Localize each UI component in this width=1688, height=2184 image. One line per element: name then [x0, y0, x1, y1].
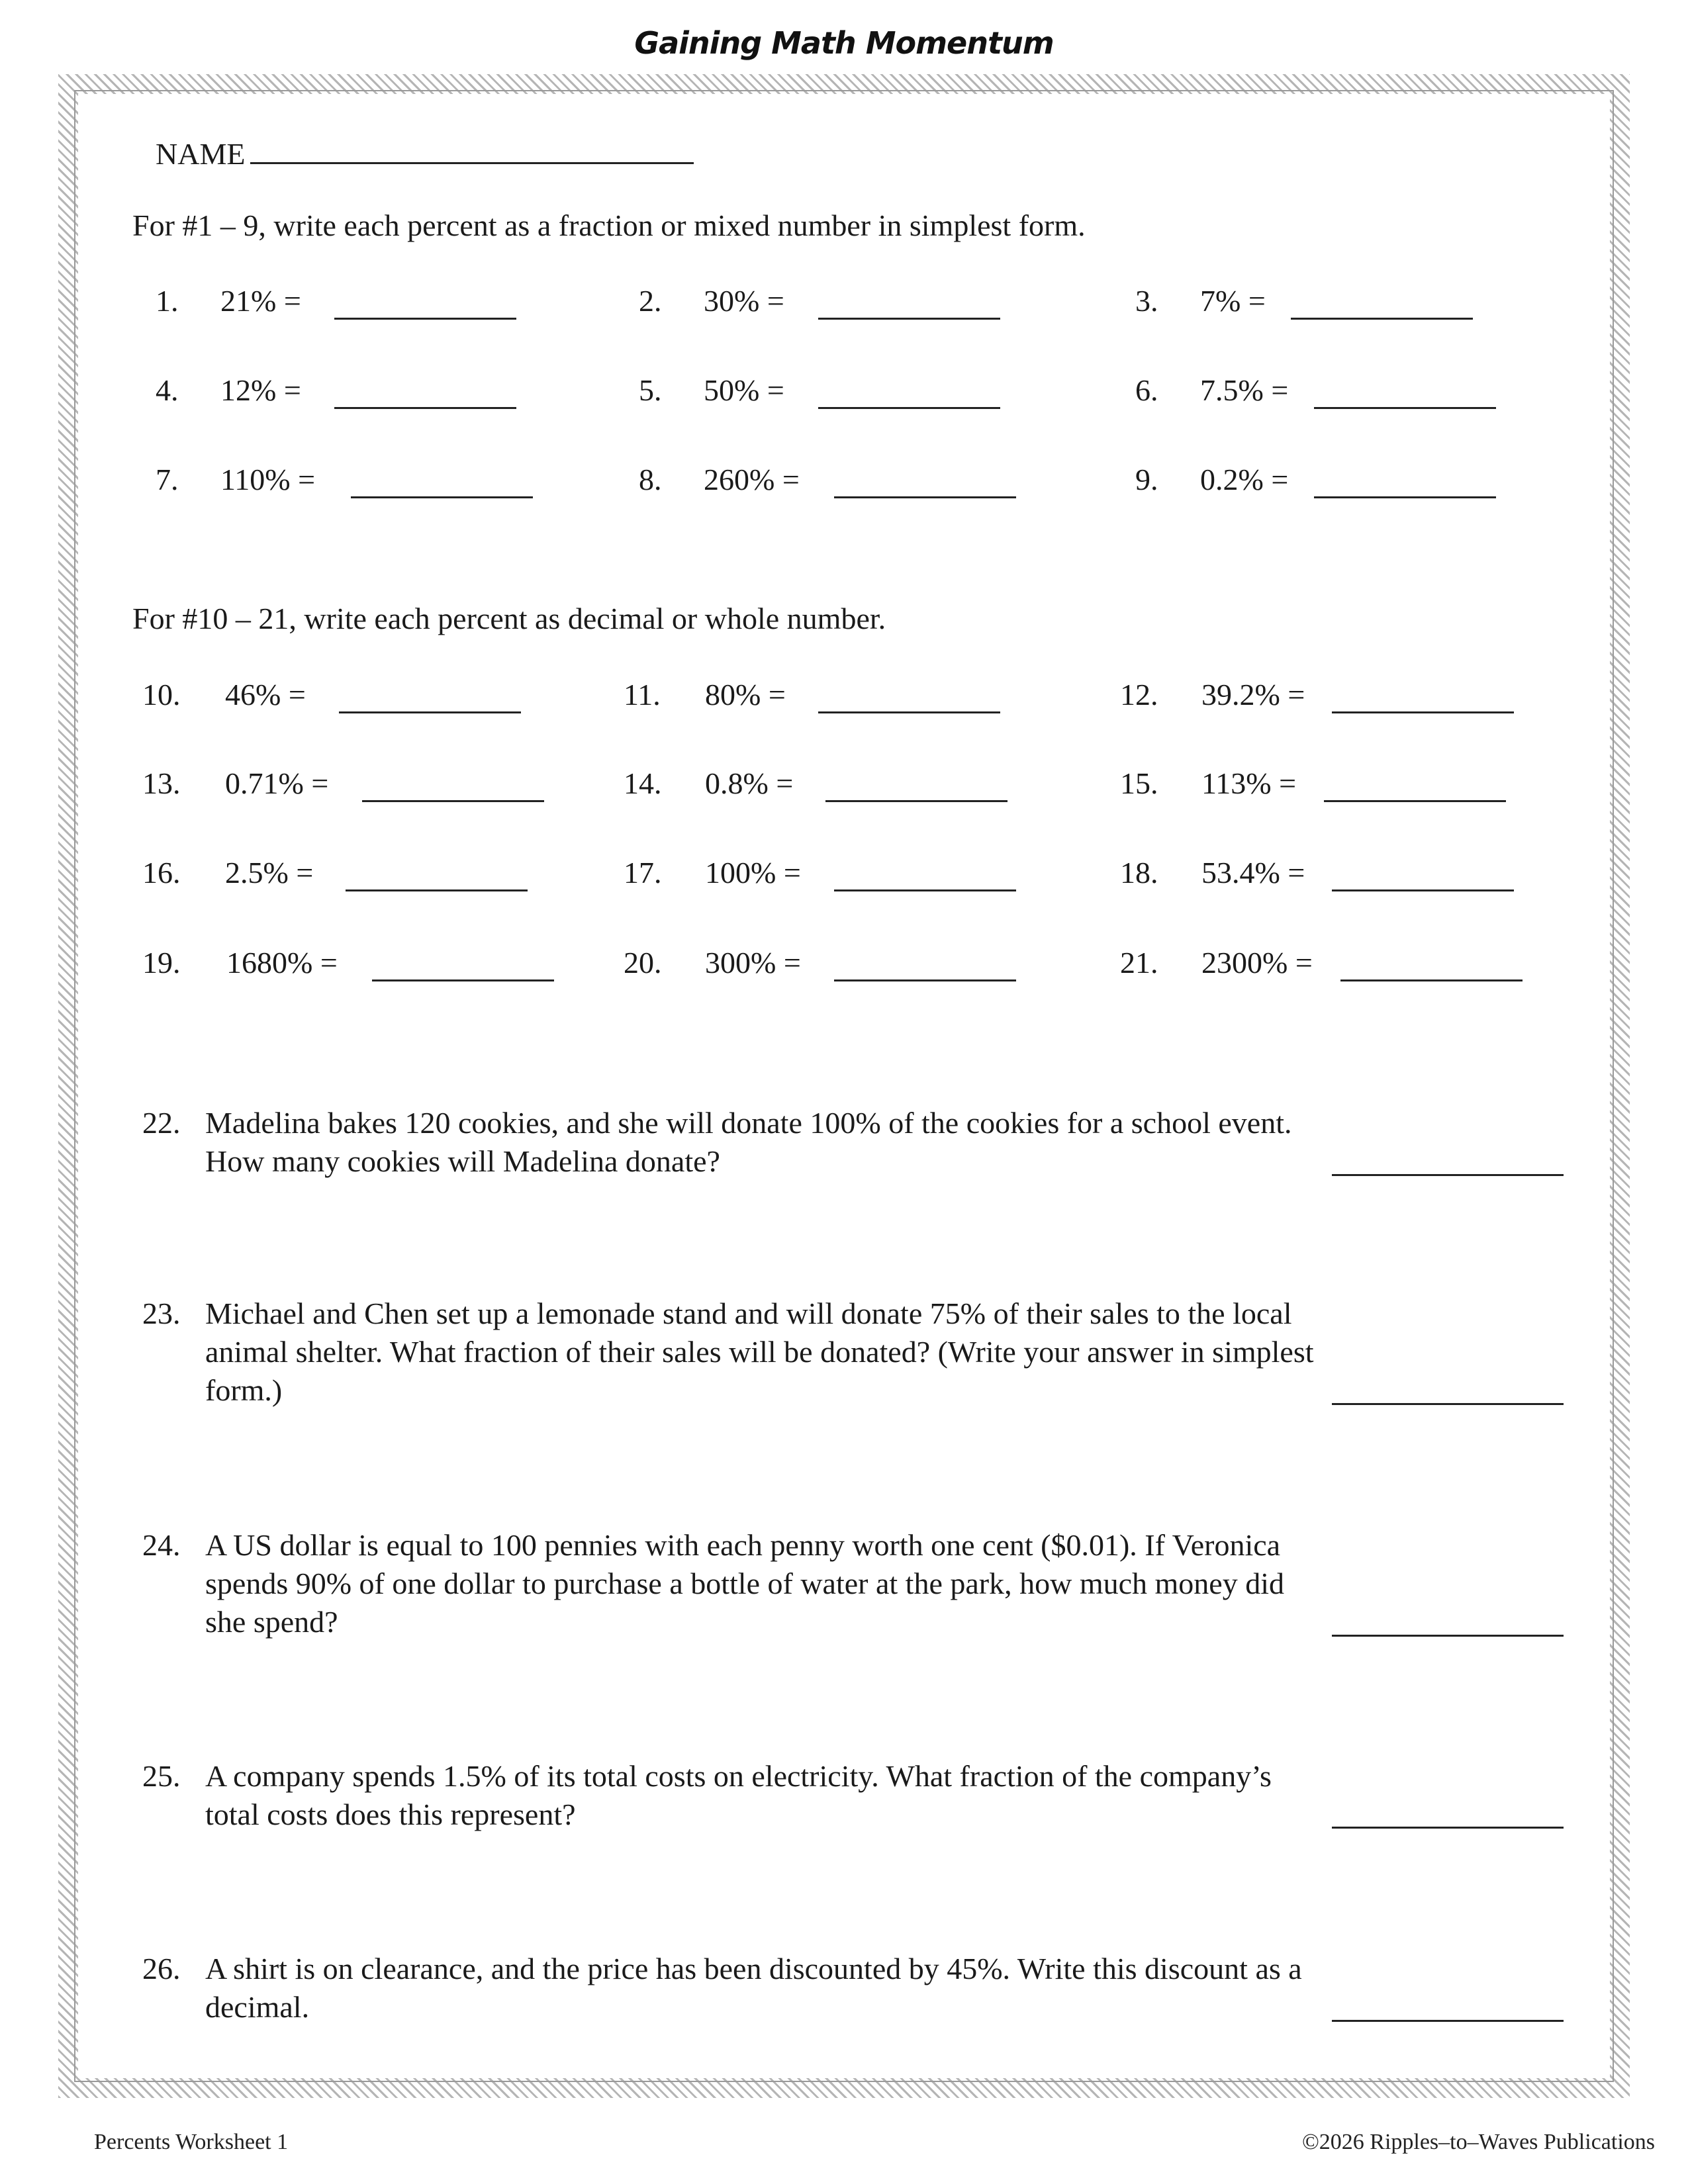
- problem-text: A US dollar is equal to 100 pennies with each penny worth one cent ($0.01). If Veronica spends 90% of one dollar to purchase a bottle of water at the park, how much money did she spend?: [205, 1528, 1284, 1639]
- problem-expression: 39.2% =: [1201, 678, 1305, 711]
- problem-expression: 100% =: [705, 856, 801, 889]
- answer-line-22[interactable]: [1332, 1174, 1564, 1176]
- problem-number: 3.: [1135, 284, 1158, 318]
- problem-text: A company spends 1.5% of its total costs on electricity. What fraction of the company’s total costs does this represent?: [205, 1759, 1272, 1831]
- answer-blank-15[interactable]: [1324, 800, 1506, 802]
- answer-blank-21[interactable]: [1340, 979, 1523, 981]
- name-blank[interactable]: [250, 137, 694, 164]
- answer-blank-20[interactable]: [834, 979, 1016, 981]
- problem-expression: 21% =: [220, 284, 301, 318]
- problem-number: 21.: [1120, 946, 1158, 979]
- problem-number: 26.: [142, 1952, 181, 1985]
- answer-blank-7[interactable]: [351, 496, 533, 498]
- answer-blank-17[interactable]: [834, 889, 1016, 891]
- problem-number: 22.: [142, 1106, 181, 1140]
- section1-instruction: For #1 – 9, write each percent as a fraction or mixed number in simplest form.: [132, 208, 1086, 242]
- problem-number: 6.: [1135, 373, 1158, 407]
- name-label: NAME: [156, 137, 246, 171]
- answer-blank-6[interactable]: [1314, 407, 1496, 409]
- problem-number: 8.: [639, 463, 662, 496]
- problem-number: 14.: [624, 766, 662, 800]
- problem-number: 12.: [1120, 678, 1158, 711]
- problem-text: Michael and Chen set up a lemonade stand and will donate 75% of their sales to the local animal shelter. What fraction of their sales will be donated? (Write your answer in simplest form.): [205, 1297, 1314, 1407]
- problem-expression: 0.71% =: [225, 766, 329, 800]
- problem-expression: 0.2% =: [1200, 463, 1289, 496]
- problem-number: 24.: [142, 1528, 181, 1562]
- answer-blank-4[interactable]: [334, 407, 516, 409]
- problem-number: 18.: [1120, 856, 1158, 889]
- problem-number: 13.: [142, 766, 181, 800]
- problem-expression: 80% =: [705, 678, 786, 711]
- worksheet-title: Gaining Math Momentum: [634, 25, 1054, 61]
- problem-expression: 110% =: [220, 463, 316, 496]
- answer-line-26[interactable]: [1332, 2020, 1564, 2022]
- problem-number: 15.: [1120, 766, 1158, 800]
- answer-line-25[interactable]: [1332, 1827, 1564, 1829]
- answer-line-24[interactable]: [1332, 1635, 1564, 1637]
- answer-blank-14[interactable]: [825, 800, 1008, 802]
- problem-expression: 46% =: [225, 678, 306, 711]
- problem-number: 5.: [639, 373, 662, 407]
- section2-instruction: For #10 – 21, write each percent as decimal or whole number.: [132, 602, 886, 635]
- problem-number: 23.: [142, 1297, 181, 1330]
- problem-number: 25.: [142, 1759, 181, 1793]
- problem-expression: 2.5% =: [225, 856, 314, 889]
- answer-line-23[interactable]: [1332, 1403, 1564, 1405]
- answer-blank-11[interactable]: [818, 711, 1000, 713]
- problem-number: 4.: [156, 373, 179, 407]
- problem-expression: 260% =: [704, 463, 800, 496]
- problem-number: 20.: [624, 946, 662, 979]
- answer-blank-3[interactable]: [1291, 318, 1473, 320]
- answer-blank-9[interactable]: [1314, 496, 1496, 498]
- footer-copyright: ©2026 Ripples–to–Waves Publications: [1301, 2130, 1655, 2154]
- answer-blank-19[interactable]: [372, 979, 554, 981]
- answer-blank-18[interactable]: [1332, 889, 1514, 891]
- name-field: [156, 136, 694, 171]
- problem-expression: 12% =: [220, 373, 301, 407]
- problem-number: 16.: [142, 856, 181, 889]
- answer-blank-2[interactable]: [818, 318, 1000, 320]
- answer-blank-13[interactable]: [362, 800, 544, 802]
- problem-number: 2.: [639, 284, 662, 318]
- problem-expression: 50% =: [704, 373, 784, 407]
- answer-blank-12[interactable]: [1332, 711, 1514, 713]
- problem-expression: 7.5% =: [1200, 373, 1289, 407]
- problem-expression: 53.4% =: [1201, 856, 1305, 889]
- problem-expression: 30% =: [704, 284, 784, 318]
- problem-text: A shirt is on clearance, and the price has been discounted by 45%. Write this discount as a decimal.: [205, 1952, 1302, 2024]
- problem-text: Madelina bakes 120 cookies, and she will donate 100% of the cookies for a school event. How many cookies will Madelina donate?: [205, 1106, 1292, 1178]
- answer-blank-8[interactable]: [834, 496, 1016, 498]
- problem-number: 9.: [1135, 463, 1158, 496]
- answer-blank-5[interactable]: [818, 407, 1000, 409]
- problem-expression: 1680% =: [226, 946, 338, 979]
- answer-blank-16[interactable]: [346, 889, 528, 891]
- footer-worksheet-name: Percents Worksheet 1: [94, 2130, 289, 2154]
- problem-expression: 300% =: [705, 946, 801, 979]
- problem-number: 19.: [142, 946, 181, 979]
- problem-expression: 0.8% =: [705, 766, 794, 800]
- problem-number: 17.: [624, 856, 662, 889]
- problem-number: 1.: [156, 284, 179, 318]
- problem-number: 11.: [624, 678, 661, 711]
- problem-number: 10.: [142, 678, 181, 711]
- problem-expression: 2300% =: [1201, 946, 1313, 979]
- answer-blank-10[interactable]: [339, 711, 521, 713]
- problem-expression: 113% =: [1201, 766, 1297, 800]
- problem-number: 7.: [156, 463, 179, 496]
- answer-blank-1[interactable]: [334, 318, 516, 320]
- problem-expression: 7% =: [1200, 284, 1266, 318]
